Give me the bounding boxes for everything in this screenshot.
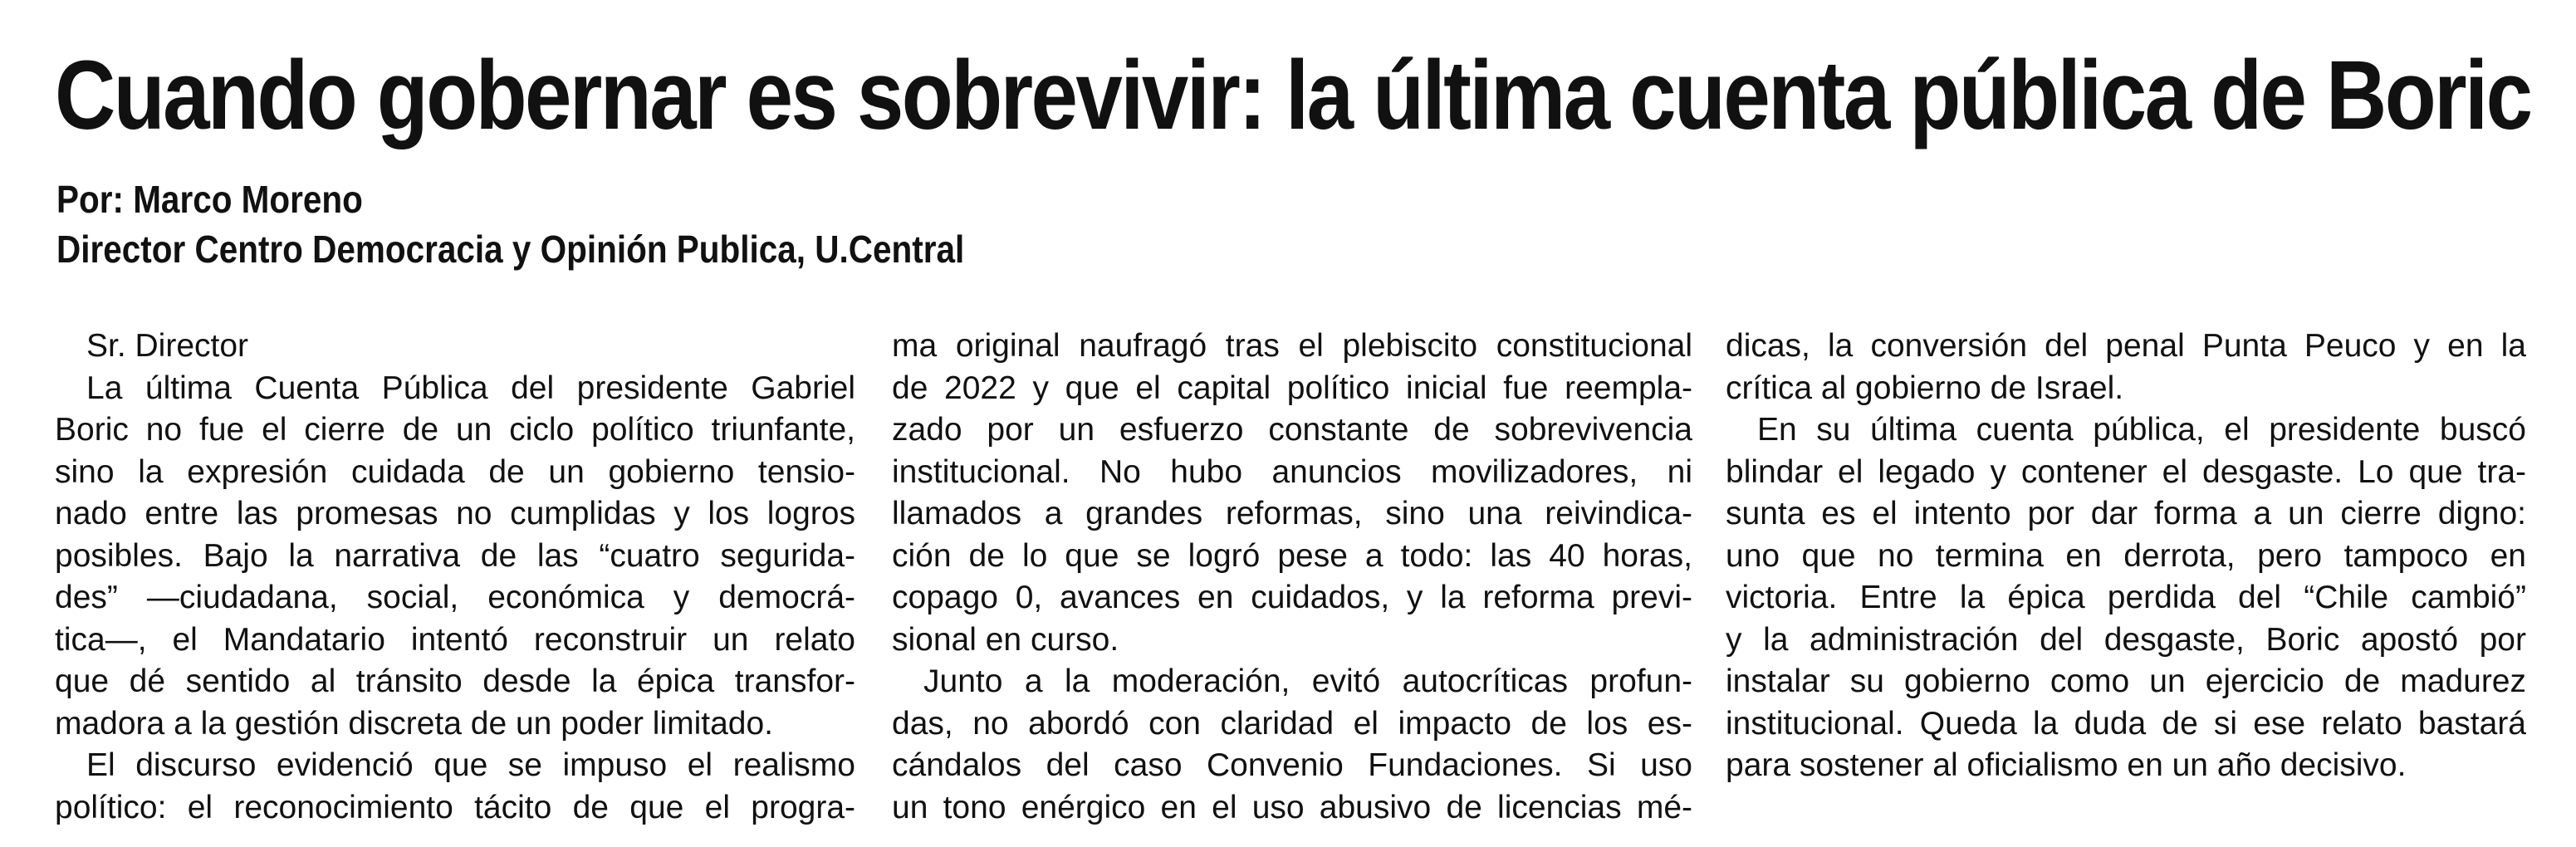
text-line: En su última cuenta pública, el presidente buscó [1757, 412, 2526, 448]
headline: Cuando gobernar es sobrevivir: la última cuenta pública de Boric [55, 41, 2531, 150]
text-column-2 [892, 326, 1692, 829]
text-line: cándalos del caso Convenio Fundaciones. Si uso [892, 747, 1692, 783]
text-line: dicas, la conversión del penal Punta Peuco y en la [1726, 328, 2526, 364]
text-line: copago 0, avances en cuidados, y la reforma previ- [892, 580, 1692, 615]
text-line: sunta es el intento por dar forma a un cierre digno: [1726, 496, 2526, 531]
text-line: ma original naufragó tras el plebiscito constitucional [892, 328, 1692, 364]
text-line: y la administración del desgaste, Boric apostó por [1726, 621, 2526, 658]
text-line: El discurso evidenció que se impuso el realismo [86, 747, 855, 783]
text-line: un tono enérgico en el uso abusivo de licencias mé- [892, 789, 1692, 825]
text-line: das, no abordó con claridad el impacto de los es- [892, 705, 1692, 742]
text-line: llamados a grandes reformas, sino una reivindica- [892, 496, 1692, 531]
text-line: Junto a la moderación, evitó autocríticas profun- [923, 663, 1692, 699]
text-line: que dé sentido al tránsito desde la épica transfor- [55, 663, 855, 699]
text-line: de 2022 y que el capital político inicial fue reempla- [892, 370, 1692, 406]
text-line: institucional. No hubo anuncios movilizadores, ni [892, 453, 1692, 490]
text-line: político: el reconocimiento tácito de que el progra- [55, 789, 855, 825]
text-line: victoria. Entre la épica perdida del “Chile cambió” [1726, 580, 2526, 615]
text-column-1 [55, 326, 855, 829]
text-line: instalar su gobierno como un ejercicio de madurez [1726, 663, 2526, 699]
text-line: sino la expresión cuidada de un gobierno tensio- [55, 453, 855, 490]
text-column-3 [1726, 326, 2526, 787]
article-body [55, 326, 2526, 840]
text-line: des” —ciudadana, social, económica y democrá- [55, 580, 855, 615]
byline-author: Por: Marco Moreno [56, 178, 363, 221]
text-line: uno que no termina en derrota, pero tampoco en [1726, 537, 2526, 574]
text-line: institucional. Queda la duda de si ese relato bastará [1726, 705, 2526, 742]
text-line: sional en curso. [892, 621, 1119, 658]
text-line: La última Cuenta Pública del presidente Gabriel [86, 370, 855, 406]
text-line: crítica al gobierno de Israel. [1726, 370, 2124, 406]
text-line: ción de lo que se logró pese a todo: las 40 horas, [892, 537, 1692, 574]
text-line: zado por un esfuerzo constante de sobrevivencia [892, 412, 1692, 448]
text-line: Boric no fue el cierre de un ciclo político triunfante, [55, 412, 855, 448]
byline-author-role: Director Centro Democracia y Opinión Publica, U.Central [56, 228, 965, 271]
salutation: Sr. Director [86, 328, 249, 364]
text-line: para sostener al oficialismo en un año decisivo. [1726, 747, 2407, 783]
text-line: nado entre las promesas no cumplidas y los logros [55, 496, 855, 531]
text-line: blindar el legado y contener el desgaste. Lo que tra- [1726, 453, 2526, 490]
text-line: tica—, el Mandatario intentó reconstruir un relato [55, 621, 855, 658]
text-line: posibles. Bajo la narrativa de las “cuatro segurida- [55, 537, 855, 574]
text-line: madora a la gestión discreta de un poder limitado. [55, 705, 774, 742]
